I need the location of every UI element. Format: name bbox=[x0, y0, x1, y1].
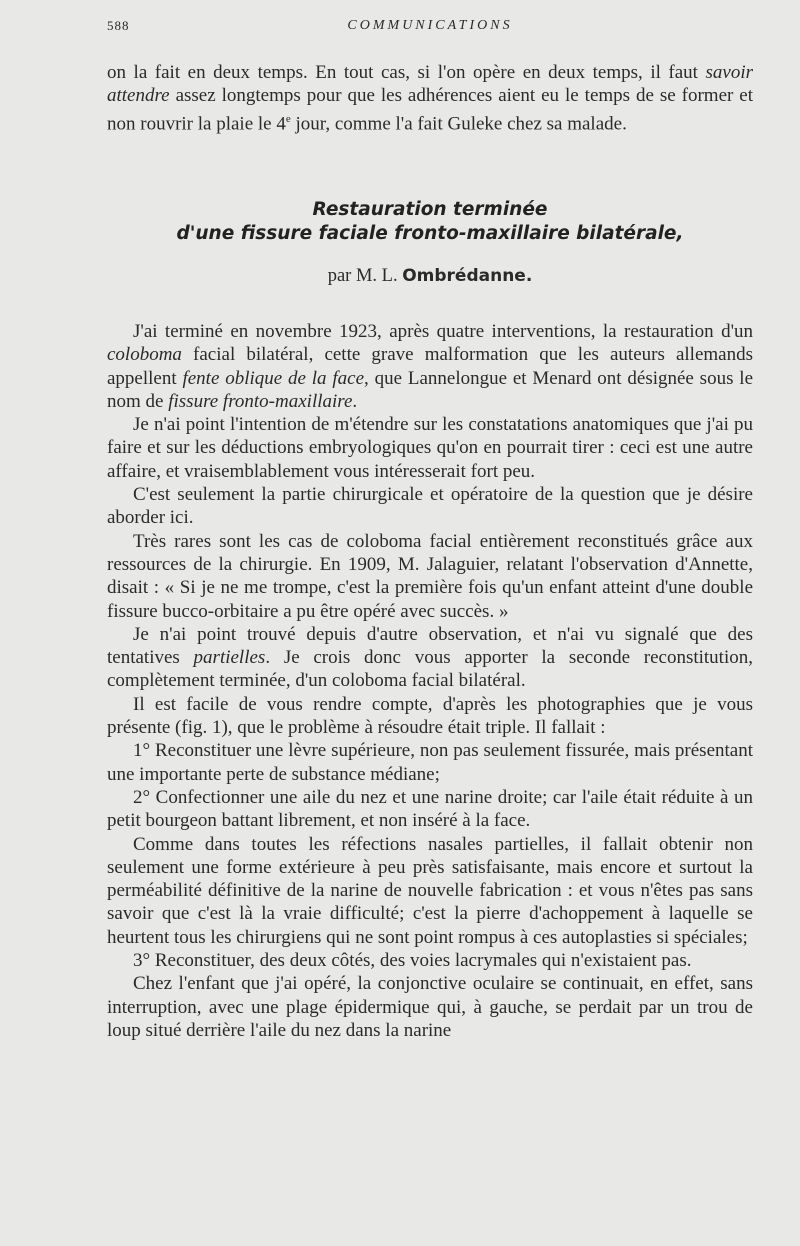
paragraph-10: 3° Reconstituer, des deux côtés, des voies lacrymales qui n'existaient pas. bbox=[133, 950, 692, 972]
paragraph-1 bbox=[107, 320, 753, 413]
text-span: . bbox=[352, 390, 358, 412]
text-span: on la fait en deux temps. En tout cas, si l'on opère en deux temps, il faut bbox=[107, 62, 706, 83]
page-header bbox=[107, 18, 753, 38]
text-span: Je n'ai point trouvé depuis d'autre observation, et n'ai vu signalé que des tentatives bbox=[107, 623, 753, 669]
paragraph-7: 1° Reconstituer une lèvre supérieure, non pas seulement fissurée, mais présentant une importante perte de substance médiane; bbox=[107, 740, 753, 785]
paragraph-3: C'est seulement la partie chirurgicale et opératoire de la question que je désire aborder ici. bbox=[107, 484, 753, 529]
paragraph-6: Il est facile de vous rendre compte, d'après les photographies que je vous présente (fig. 1), que le problème à résoudre était triple. Il fallait : bbox=[107, 693, 753, 739]
continuation-paragraph bbox=[107, 61, 753, 135]
text-span: J'ai terminé en novembre 1923, après quatre interventions, la restauration d'un bbox=[133, 321, 753, 342]
article-title-line-1: Restauration terminée bbox=[312, 199, 548, 220]
author-name: Ombrédanne. bbox=[402, 266, 533, 286]
superscript: e bbox=[285, 112, 291, 125]
italic-span: savoir attendre bbox=[107, 62, 753, 107]
page-number: 588 bbox=[107, 18, 130, 33]
author-prefix: par M. L. bbox=[327, 266, 403, 286]
paragraph-2: Je n'ai point l'intention de m'étendre sur les constatations anatomiques que j'ai pu faire et sur les déductions embryologiques qu'on en pourrait tirer : ceci est une autre affaire, et vraisemblablement vous intéresserait fort peu. bbox=[107, 414, 753, 482]
paragraph-8: 2° Confectionner une aile du nez et une narine droite; car l'aile était réduite à un petit bourgeon battant librement, et non inséré à la face. bbox=[107, 786, 753, 832]
article-body bbox=[107, 320, 753, 1042]
text-span: assez longtemps pour que les adhérences aient eu le temps de se former et non rouvrir la plaie le 4 bbox=[107, 85, 753, 134]
paragraph-11: Chez l'enfant que j'ai opéré, la conjonctive oculaire se continuait, en effet, sans interruption, avec une plage épidermique qui, à gauche, se perdait par un trou de loup situé derrière l'aile du nez dans la narine bbox=[107, 973, 753, 1041]
article-author bbox=[107, 266, 753, 287]
article-title-line-2: d'une fissure faciale fronto-maxillaire bilatérale, bbox=[176, 223, 684, 244]
text-span: . Je crois donc vous apporter la seconde reconstitution, complètement terminée, d'un coloboma facial bilatéral. bbox=[107, 647, 753, 692]
text-span: facial bilatéral, cette grave malformation que les auteurs allemands appellent bbox=[107, 344, 753, 389]
italic-span: coloboma bbox=[107, 344, 182, 366]
text-span: jour, comme l'a fait Guleke chez sa malade. bbox=[290, 112, 627, 134]
running-title: COMMUNICATIONS bbox=[347, 18, 513, 33]
italic-span: fente oblique de la face bbox=[182, 367, 365, 389]
italic-span: fissure fronto-maxillaire bbox=[168, 390, 353, 412]
italic-span: partielles bbox=[193, 647, 266, 669]
paragraph-5 bbox=[107, 623, 753, 693]
text-span: , que Lannelongue et Menard ont désignée sous le nom de bbox=[107, 367, 754, 412]
paragraph-4: Très rares sont les cas de coloboma facial entièrement reconstitués grâce aux ressources de la chirurgie. En 1909, M. Jalaguier, relatant l'observation d'Annette, disait : « Si je ne me trompe, c'est la première fois qu'un enfant atteint d'une double fissure bucco-orbitaire a pu être opéré avec succès. » bbox=[107, 530, 753, 622]
paragraph-9: Comme dans toutes les réfections nasales partielles, il fallait obtenir non seulement une forme extérieure à peu près satisfaisante, mais encore et surtout la perméabilité définitive de la narine de nouvelle fabrication : et vous n'êtes pas sans savoir que c'est là la vraie difficulté; c'est la pierre d'achoppement à laquelle se heurtent tous les chirurgiens qui ne sont point rompus à ces autoplasties si spéciales; bbox=[107, 833, 753, 948]
